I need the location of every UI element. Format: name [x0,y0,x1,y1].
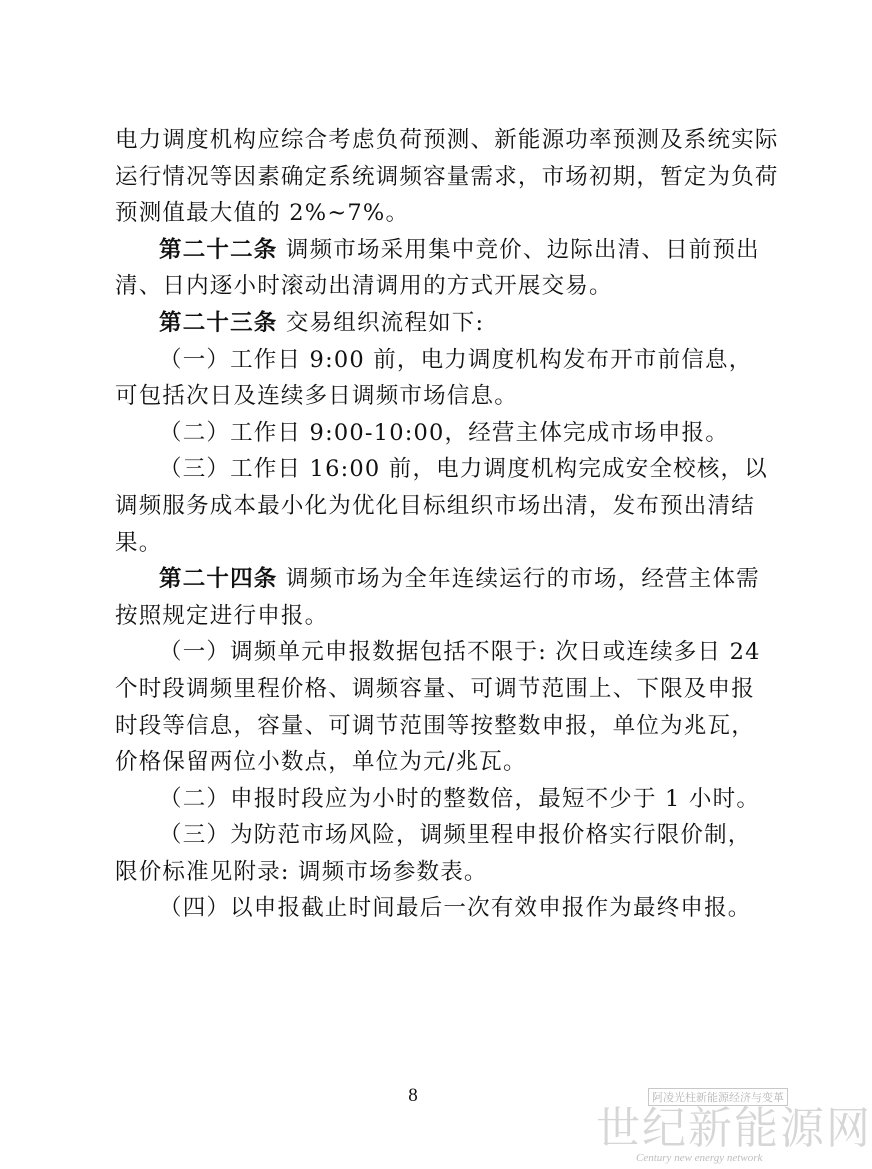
body-line-18: 价格保留两位小数点，单位为元/兆瓦。 [115,749,527,776]
article-22-text: 调频市场采用集中竞价、边际出清、日前预出 [285,236,760,263]
page-number: 8 [408,1085,418,1106]
document-body [115,122,779,927]
body-line-11: 调频服务成本最小化为优化目标组织市场出清，发布预出清结 [115,492,755,519]
body-line-20: （三）为防范市场风险，调频里程申报价格实行限价制， [159,822,752,849]
body-line-3: 预测值最大值的 2%~7%。 [115,200,410,227]
body-line-7: （一）工作日 9:00 前，电力调度机构发布开市前信息， [159,346,753,373]
body-line-5: 清、日内逐小时滚动出清调用的方式开展交易。 [115,273,613,300]
body-line-2: 运行情况等因素确定系统调频容量需求，市场初期，暂定为负荷 [115,163,779,190]
body-line-21: 限价标准见附录: 调频市场参数表。 [115,858,488,885]
article-24-paragraph [115,561,760,598]
body-line-22: （四）以申报截止时间最后一次有效申报作为最终申报。 [159,895,752,922]
article-23-paragraph [115,305,729,342]
watermark-top-text: 阿凌光柱新能源经济与变革 [648,1088,788,1106]
body-line-19: （二）申报时段应为小时的整数倍，最短不少于 1 小时。 [159,785,761,812]
watermark [596,1088,872,1166]
article-23-label: 第二十三条 [159,309,278,336]
body-line-1: 电力调度机构应综合考虑负荷预测、新能源功率预测及系统实际 [115,127,779,153]
body-line-14: 按照规定进行申报。 [115,602,329,629]
article-24-text: 调频市场为全年连续运行的市场，经营主体需 [285,566,760,593]
body-line-12: 果。 [115,529,163,556]
article-22-paragraph [115,232,760,269]
body-line-16: 个时段调频里程价格、调频容量、可调节范围上、下限及申报 [115,675,755,702]
body-line-15: （一）调频单元申报数据包括不限于: 次日或连续多日 24 [159,639,761,666]
body-line-10: （三）工作日 16:00 前，电力调度机构完成安全校核，以 [159,456,768,483]
article-22-label: 第二十二条 [159,236,278,263]
watermark-sub-text: Century new energy network [636,1152,763,1164]
body-line-17: 时段等信息，容量、可调节范围等按整数申报，单位为兆瓦， [115,712,755,739]
body-line-8: 可包括次日及连续多日调频市场信息。 [115,383,518,410]
article-23-text: 交易组织流程如下: [285,309,485,336]
body-line-9: （二）工作日 9:00-10:00，经营主体完成市场申报。 [159,419,729,446]
article-24-label: 第二十四条 [159,566,278,593]
watermark-main-text: 世纪新能源网 [596,1103,872,1154]
